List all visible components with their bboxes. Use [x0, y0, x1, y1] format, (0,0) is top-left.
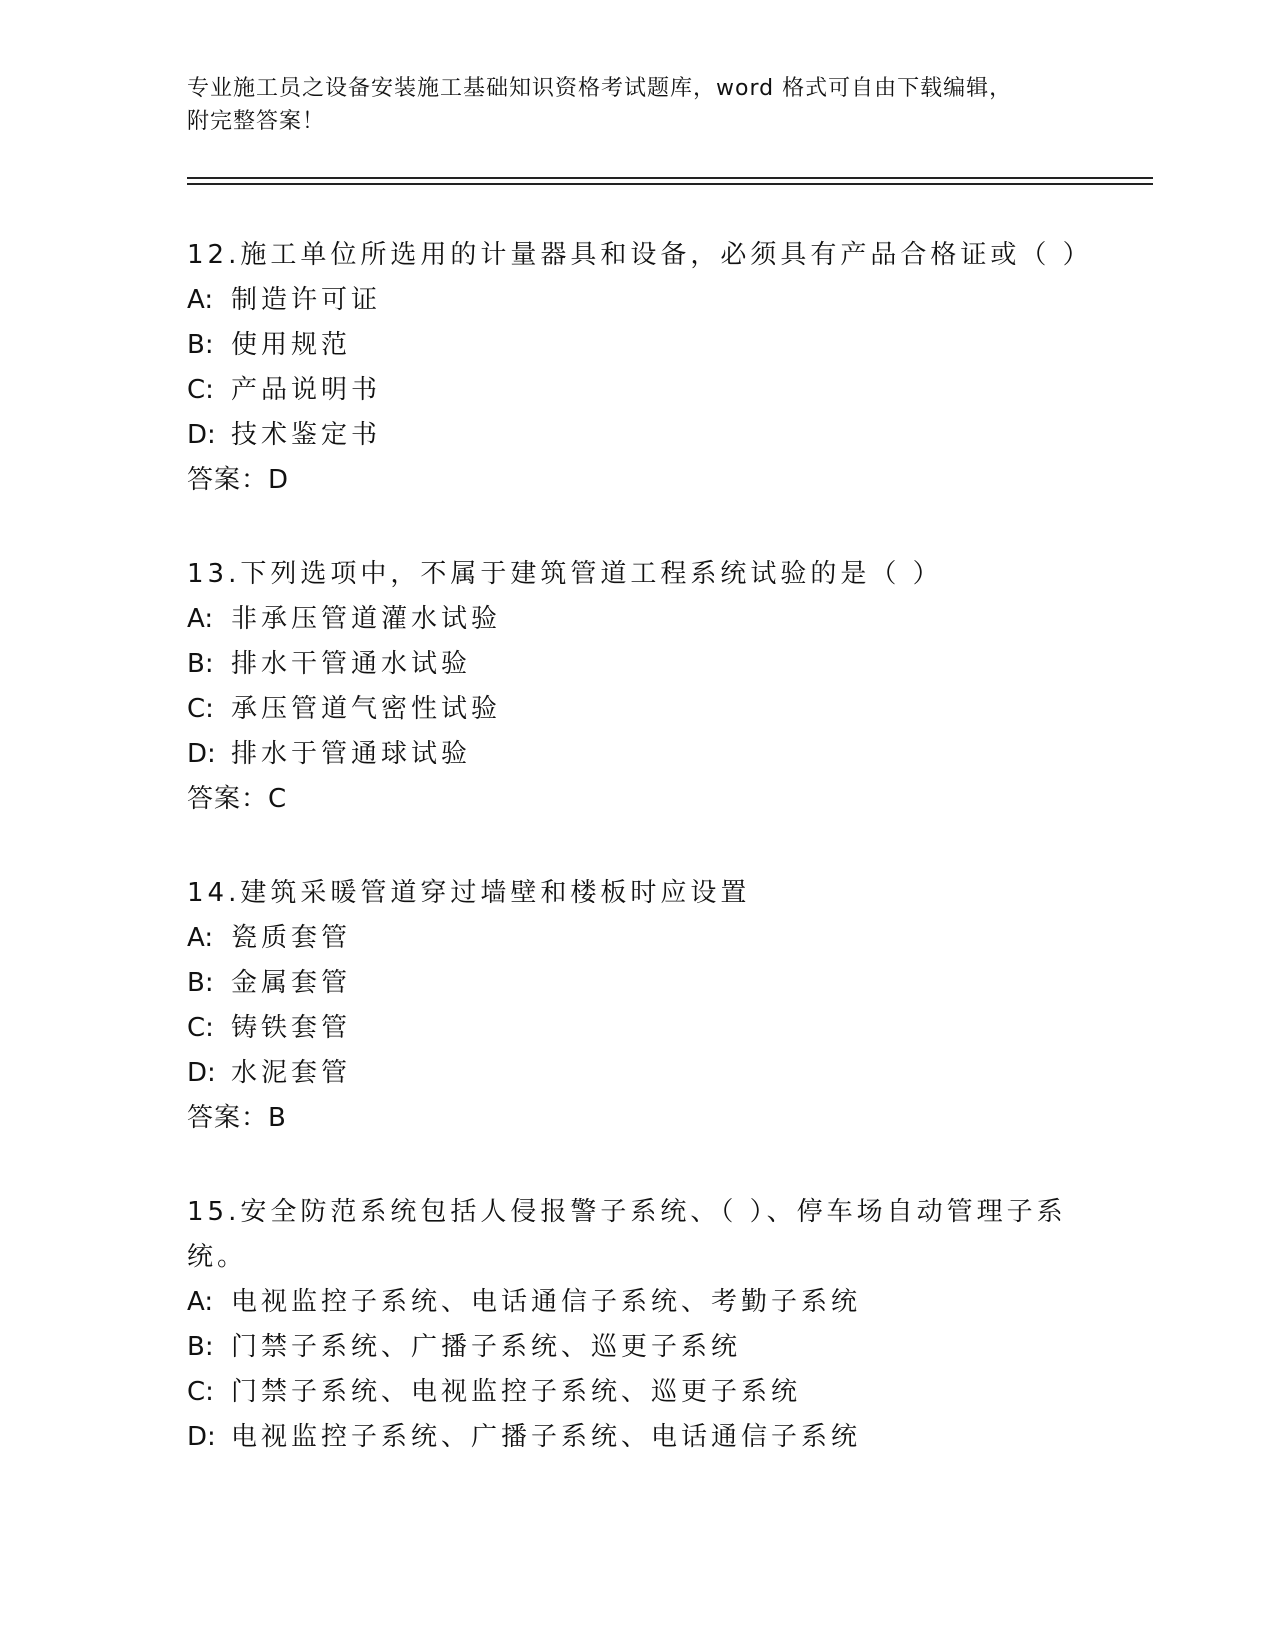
option-key: C:	[187, 1377, 214, 1407]
answer-line: 答案：B	[187, 1103, 287, 1133]
option-text: 门禁子系统、电视监控子系统、巡更子系统	[231, 1377, 802, 1407]
option-text: 制造许可证	[231, 285, 382, 315]
option-c	[187, 368, 1087, 413]
question-14	[187, 871, 1087, 1141]
document-header	[187, 72, 1067, 138]
option-c	[187, 1370, 1087, 1415]
option-a	[187, 916, 1087, 961]
option-text: 排水干管通水试验	[231, 649, 472, 679]
option-key: C:	[187, 694, 214, 724]
question-stem: 13.下列选项中，不属于建筑管道工程系统试验的是（ ）	[187, 559, 943, 589]
option-text: 门禁子系统、广播子系统、巡更子系统	[231, 1332, 742, 1362]
option-key: A:	[187, 1287, 214, 1317]
option-c	[187, 1006, 1087, 1051]
option-key: D:	[187, 1058, 216, 1088]
question-15	[187, 1190, 1087, 1460]
option-key: D:	[187, 1422, 216, 1452]
question-stem: 12.施工单位所选用的计量器具和设备，必须具有产品合格证或（ ）	[187, 240, 1093, 270]
option-key: C:	[187, 1013, 214, 1043]
option-text: 产品说明书	[231, 375, 382, 405]
option-text: 使用规范	[231, 330, 352, 360]
option-key: C:	[187, 375, 214, 405]
question-12	[187, 233, 1093, 503]
option-text: 瓷质套管	[231, 923, 352, 953]
option-key: B:	[187, 649, 214, 679]
option-c	[187, 687, 1087, 732]
option-key: B:	[187, 1332, 214, 1362]
header-divider-top	[187, 177, 1153, 179]
answer-line: 答案：C	[187, 784, 288, 814]
option-text: 排水于管通球试验	[231, 739, 472, 769]
header-line-2: 附完整答案！	[187, 109, 326, 134]
question-stem-line-2: 统。	[187, 1242, 248, 1272]
question-stem-line-1: 15.安全防范系统包括人侵报警子系统、（ ）、停车场自动管理子系	[187, 1197, 1067, 1227]
option-text: 非承压管道灌水试验	[231, 604, 502, 634]
option-b	[187, 323, 1087, 368]
option-b	[187, 961, 1087, 1006]
header-divider-bottom	[187, 183, 1153, 185]
question-stem: 14.建筑采暖管道穿过墙壁和楼板时应设置	[187, 878, 751, 908]
option-text: 金属套管	[231, 968, 352, 998]
option-b	[187, 1325, 1087, 1370]
option-key: A:	[187, 604, 214, 634]
option-key: B:	[187, 330, 214, 360]
option-text: 铸铁套管	[231, 1013, 352, 1043]
question-13	[187, 552, 1087, 822]
option-b	[187, 642, 1087, 687]
option-d	[187, 1051, 1087, 1096]
option-key: A:	[187, 923, 214, 953]
header-line-1: 专业施工员之设备安装施工基础知识资格考试题库，word 格式可自由下载编辑，	[187, 76, 1013, 101]
option-key: B:	[187, 968, 214, 998]
option-a	[187, 1280, 1087, 1325]
option-key: A:	[187, 285, 214, 315]
option-d	[187, 732, 1087, 777]
answer-line: 答案：D	[187, 465, 290, 495]
option-a	[187, 278, 1087, 323]
option-d	[187, 413, 1087, 458]
option-a	[187, 597, 1087, 642]
option-text: 承压管道气密性试验	[231, 694, 502, 724]
option-key: D:	[187, 420, 216, 450]
option-d	[187, 1415, 1087, 1460]
option-text: 技术鉴定书	[231, 420, 382, 450]
option-text: 电视监控子系统、广播子系统、电话通信子系统	[231, 1422, 862, 1452]
option-text: 电视监控子系统、电话通信子系统、考勤子系统	[231, 1287, 862, 1317]
option-key: D:	[187, 739, 216, 769]
option-text: 水泥套管	[231, 1058, 352, 1088]
